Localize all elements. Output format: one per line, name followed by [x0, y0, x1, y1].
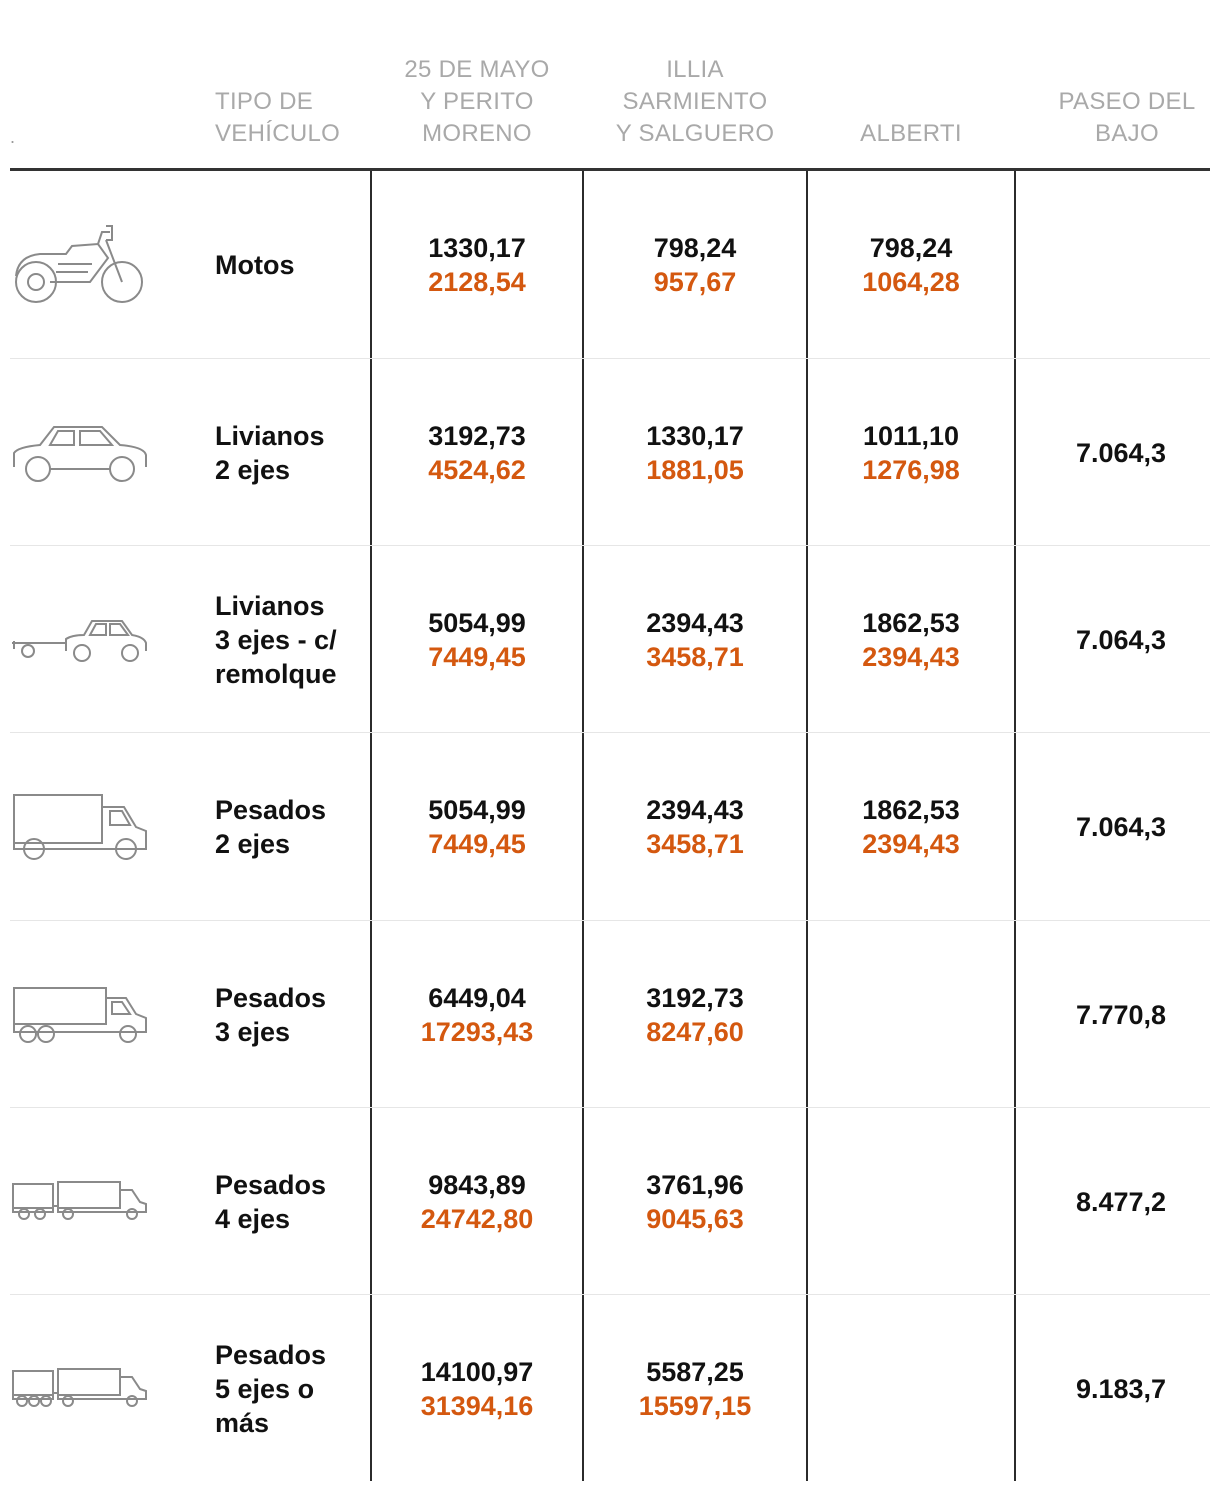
rate-paseo-del-bajo: 7.770,8 — [1075, 1000, 1167, 1030]
rate-paseo-del-bajo: 9.183,7 — [1075, 1374, 1167, 1404]
table-row — [0, 546, 1220, 734]
rate-alberti: 798,24 1064,28 — [862, 233, 960, 297]
rate-25-de-mayo: 1330,17 2128,54 — [428, 233, 526, 297]
rate-illia: 1330,17 1881,05 — [646, 421, 744, 485]
rate-illia: 798,24 957,67 — [653, 233, 737, 297]
truck-2-axles-icon — [10, 733, 155, 921]
rate-25-de-mayo: 9843,89 24742,80 — [420, 1170, 534, 1234]
rate-illia: 3192,73 8247,60 — [646, 983, 744, 1047]
rate-alberti: 1862,53 2394,43 — [862, 795, 960, 859]
rate-alberti: 1011,10 1276,98 — [862, 421, 960, 485]
table-row — [0, 1108, 1220, 1296]
table-row — [0, 171, 1220, 359]
table-row — [0, 921, 1220, 1109]
truck-trailer-4-axles-icon — [10, 1108, 155, 1296]
vehicle-name: Motos — [215, 250, 295, 280]
header-illia: ILLIA SARMIENTO Y SALGUERO — [615, 56, 775, 147]
vehicle-name: Livianos 3 ejes - c/ remolque — [215, 591, 337, 689]
car-icon — [10, 359, 155, 547]
header-paseo-del-bajo: PASEO DEL BAJO — [1058, 88, 1196, 147]
truck-trailer-5-axles-icon — [10, 1295, 155, 1483]
rate-alberti — [808, 921, 1014, 1109]
vehicle-name: Pesados 4 ejes — [215, 1170, 327, 1234]
rate-paseo-del-bajo: 7.064,3 — [1075, 625, 1167, 655]
vehicle-name: Pesados 3 ejes — [215, 983, 327, 1047]
rate-paseo-del-bajo: 7.064,3 — [1075, 812, 1167, 842]
rate-alberti: 1862,53 2394,43 — [862, 608, 960, 672]
rate-illia: 2394,43 3458,71 — [646, 795, 744, 859]
rate-25-de-mayo: 14100,97 31394,16 — [420, 1357, 534, 1421]
header-dot: . — [10, 127, 16, 147]
car-with-trailer-icon — [10, 546, 155, 734]
rate-25-de-mayo: 3192,73 4524,62 — [428, 421, 526, 485]
rate-25-de-mayo: 5054,99 7449,45 — [428, 608, 526, 672]
truck-3-axles-icon — [10, 921, 155, 1109]
rate-alberti — [808, 1295, 1014, 1483]
vehicle-name: Livianos 2 ejes — [215, 421, 325, 485]
header-25-de-mayo: 25 DE MAYO Y PERITO MORENO — [404, 56, 550, 147]
rate-paseo-del-bajo — [1016, 171, 1220, 359]
rate-alberti — [808, 1108, 1014, 1296]
header-vehicle-type: TIPO DE VEHÍCULO — [215, 88, 341, 147]
table-row — [0, 359, 1220, 547]
rate-illia: 5587,25 15597,15 — [638, 1357, 752, 1421]
rate-25-de-mayo: 6449,04 17293,43 — [420, 983, 534, 1047]
table-row — [0, 733, 1220, 921]
rate-paseo-del-bajo: 7.064,3 — [1075, 438, 1167, 468]
rate-illia: 2394,43 3458,71 — [646, 608, 744, 672]
vehicle-name: Pesados 5 ejes o más — [215, 1340, 327, 1438]
vehicle-name: Pesados 2 ejes — [215, 795, 327, 859]
table-header — [0, 0, 1220, 168]
table-row — [0, 1295, 1220, 1483]
rate-illia: 3761,96 9045,63 — [646, 1170, 744, 1234]
rate-paseo-del-bajo: 8.477,2 — [1075, 1187, 1167, 1217]
rate-25-de-mayo: 5054,99 7449,45 — [428, 795, 526, 859]
header-alberti: ALBERTI — [860, 120, 962, 147]
motorcycle-icon — [10, 171, 155, 359]
